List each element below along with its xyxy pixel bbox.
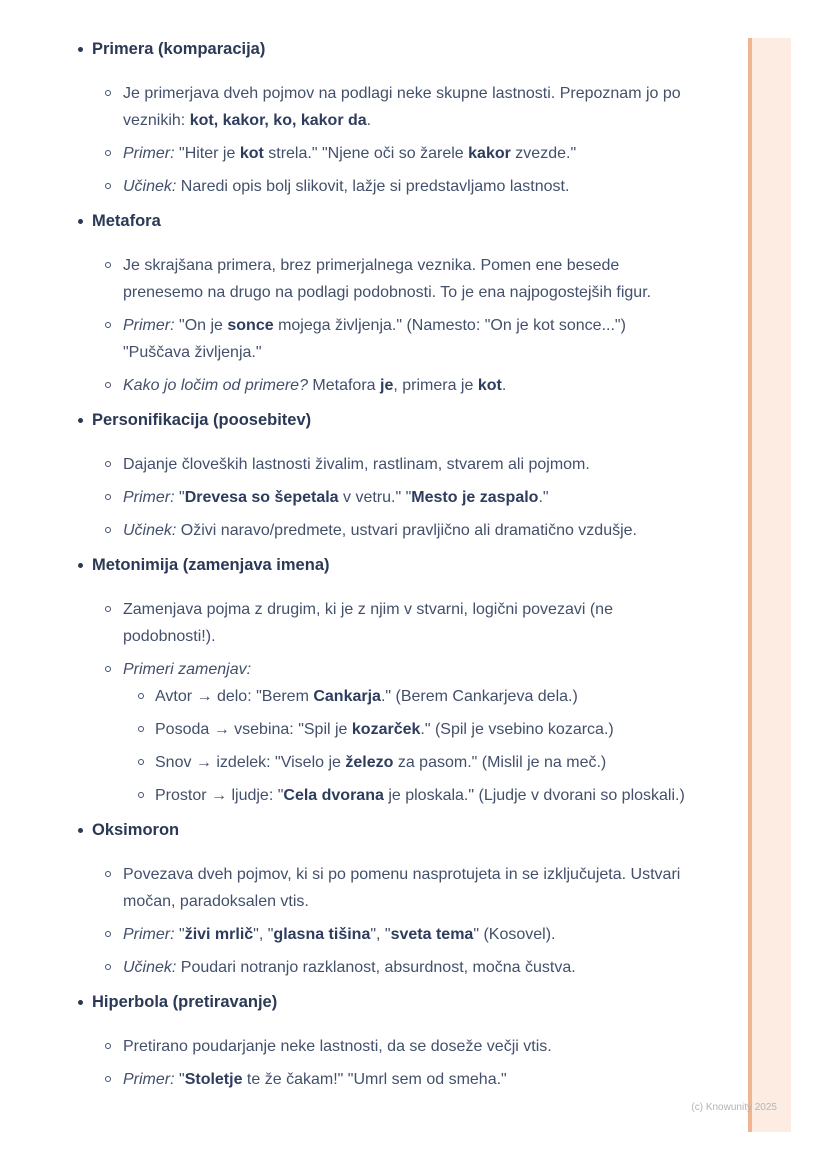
text-run: v vetru." " <box>338 489 412 506</box>
list-item-text <box>123 484 695 511</box>
list-item <box>105 80 738 134</box>
text-run: Oživi naravo/predmete, ustvari pravljično ali dramatično vzdušje. <box>176 522 637 539</box>
text-run: je ploskala." (Ljudje v dvorani so ploskali.) <box>383 787 685 804</box>
list-item-text <box>123 861 695 915</box>
list-item-text <box>155 683 738 710</box>
text-run: železo <box>345 754 394 771</box>
text-run: " <box>174 489 185 506</box>
list-item-text <box>123 1033 695 1060</box>
text-run: "On je <box>174 317 228 334</box>
text-run: Cela dvorana <box>283 787 384 804</box>
section <box>78 989 738 1093</box>
text-run: "Hiter je <box>174 145 240 162</box>
list-item <box>138 683 738 710</box>
text-run: Primer: <box>123 1071 175 1088</box>
circle-bullet-icon <box>105 382 111 388</box>
section-items <box>105 861 738 981</box>
list-item-text <box>123 517 695 544</box>
text-run: zvezde." <box>510 145 577 162</box>
section-heading <box>78 407 738 434</box>
right-accent-stripe <box>748 38 791 1132</box>
sub-list <box>138 683 738 809</box>
list-item <box>105 921 738 948</box>
text-run: strela." "Njene oči so žarele <box>263 145 469 162</box>
list-item <box>138 716 738 743</box>
list-item <box>105 596 738 650</box>
circle-bullet-icon <box>105 1043 111 1049</box>
circle-bullet-icon <box>105 90 111 96</box>
list-item <box>105 861 738 915</box>
text-run: Drevesa so šepetala <box>184 489 339 506</box>
section-heading <box>78 36 738 63</box>
list-item <box>105 1033 738 1060</box>
list-item-text <box>123 372 695 399</box>
text-run: je <box>380 377 394 394</box>
text-run: kot <box>477 377 502 394</box>
bullet-dot-icon <box>78 47 83 52</box>
text-run: Primer: <box>123 926 175 943</box>
section-title: Primera (komparacija) <box>92 40 266 58</box>
circle-bullet-icon <box>138 792 144 798</box>
section-items <box>105 252 738 399</box>
text-run: . <box>366 112 372 129</box>
section-heading <box>78 208 738 235</box>
text-run: Dajanje človeških lastnosti živalim, rastlinam, stvarem ali pojmom. <box>123 456 590 473</box>
list-item-text <box>123 252 695 306</box>
text-run: Mesto je zaspalo <box>411 489 539 506</box>
circle-bullet-icon <box>105 964 111 970</box>
list-item-text <box>123 80 695 134</box>
text-run: Posoda → vsebina: "Spil je <box>155 721 352 738</box>
text-run: ." <box>538 489 549 506</box>
section <box>78 407 738 544</box>
list-item-text <box>155 782 738 809</box>
text-run: Avtor → delo: "Berem <box>155 688 314 705</box>
section-items <box>105 1033 738 1093</box>
text-run: ." (Spil je vsebino kozarca.) <box>420 721 614 738</box>
list-item-text <box>123 451 695 478</box>
list-item <box>105 372 738 399</box>
section-heading <box>78 552 738 579</box>
bullet-dot-icon <box>78 828 83 833</box>
section-title: Oksimoron <box>92 821 180 839</box>
text-run: kot <box>239 145 264 162</box>
circle-bullet-icon <box>105 606 111 612</box>
circle-bullet-icon <box>105 461 111 467</box>
text-run: . <box>501 377 507 394</box>
text-run: ", " <box>253 926 274 943</box>
circle-bullet-icon <box>105 871 111 877</box>
circle-bullet-icon <box>138 693 144 699</box>
section-items <box>105 80 738 200</box>
list-item-text <box>123 656 695 683</box>
list-item <box>105 173 738 200</box>
list-item-text <box>123 1066 695 1093</box>
text-run: kot, kakor, ko, kakor da <box>189 112 367 129</box>
watermark-text: (c) Knowunity 2025 <box>691 1102 777 1113</box>
text-run: Primeri zamenjav: <box>123 661 252 678</box>
list-item <box>105 484 738 511</box>
list-item <box>105 656 738 809</box>
section <box>78 817 738 981</box>
text-run: za pasom." (Mislil je na meč.) <box>393 754 607 771</box>
text-run: kakor <box>468 145 511 162</box>
text-run: Naredi opis bolj slikovit, lažje si predstavljamo lastnost. <box>176 178 570 195</box>
list-item <box>105 140 738 167</box>
circle-bullet-icon <box>105 666 111 672</box>
circle-bullet-icon <box>105 183 111 189</box>
list-item <box>105 1066 738 1093</box>
list-item-text <box>123 140 695 167</box>
text-run: Zamenjava pojma z drugim, ki je z njim v stvarni, logični povezavi (ne podobnosti!). <box>123 601 613 645</box>
section-heading <box>78 817 738 844</box>
list-item-text <box>123 173 695 200</box>
list-item <box>105 312 738 366</box>
circle-bullet-icon <box>138 759 144 765</box>
text-run: živi mrlič <box>184 926 254 943</box>
bullet-dot-icon <box>78 1000 83 1005</box>
text-run: te že čakam!" "Umrl sem od smeha." <box>242 1071 507 1088</box>
circle-bullet-icon <box>105 1076 111 1082</box>
text-run: Prostor → ljudje: " <box>155 787 284 804</box>
list-item <box>105 517 738 544</box>
text-run: Primer: <box>123 317 175 334</box>
text-run: Je primerjava dveh pojmov na podlagi neke skupne lastnosti. Prepoznam jo po veznikih: <box>123 85 681 129</box>
text-run: Stoletje <box>184 1071 243 1088</box>
section <box>78 36 738 200</box>
list-item-text <box>123 312 695 366</box>
text-run: sveta tema <box>390 926 474 943</box>
text-run: Cankarja <box>313 688 381 705</box>
text-run: " <box>174 926 185 943</box>
section <box>78 552 738 809</box>
text-run: Kako jo ločim od primere? <box>123 377 308 394</box>
bullet-dot-icon <box>78 418 83 423</box>
text-run: ", " <box>370 926 391 943</box>
text-run: Primer: <box>123 145 175 162</box>
section-title: Metafora <box>92 212 161 230</box>
text-run: Učinek: <box>123 522 177 539</box>
text-run: Poudari notranjo razklanost, absurdnost, močna čustva. <box>176 959 576 976</box>
text-run: ." (Berem Cankarjeva dela.) <box>380 688 578 705</box>
section <box>78 208 738 399</box>
list-item <box>138 782 738 809</box>
text-run: , primera je <box>393 377 478 394</box>
list-item-text <box>155 749 738 776</box>
text-run: kozarček <box>351 721 421 738</box>
text-run: Primer: <box>123 489 175 506</box>
list-item-text <box>123 921 695 948</box>
notes-content <box>78 36 738 1101</box>
section-items <box>105 451 738 544</box>
section-title: Metonimija (zamenjava imena) <box>92 556 330 574</box>
text-run: " (Kosovel). <box>473 926 556 943</box>
text-run: Učinek: <box>123 178 177 195</box>
text-run: glasna tišina <box>273 926 371 943</box>
text-run: Pretirano poudarjanje neke lastnosti, da se doseže večji vtis. <box>123 1038 552 1055</box>
circle-bullet-icon <box>105 527 111 533</box>
list-item <box>105 252 738 306</box>
bullet-dot-icon <box>78 563 83 568</box>
circle-bullet-icon <box>105 494 111 500</box>
circle-bullet-icon <box>105 931 111 937</box>
text-run: sonce <box>227 317 274 334</box>
section-items <box>105 596 738 809</box>
text-run: mojega življenja." (Namesto: "On je kot sonce...") "Puščava življenja." <box>123 317 626 361</box>
text-run: Je skrajšana primera, brez primerjalnega veznika. Pomen ene besede prenesemo na drugo na podlagi podobnosti. To je ena najpogostejših figur. <box>123 257 652 301</box>
circle-bullet-icon <box>105 262 111 268</box>
section-title: Hiperbola (pretiravanje) <box>92 993 278 1011</box>
section-heading <box>78 989 738 1016</box>
text-run: Snov → izdelek: "Viselo je <box>155 754 346 771</box>
list-item <box>138 749 738 776</box>
circle-bullet-icon <box>138 726 144 732</box>
circle-bullet-icon <box>105 150 111 156</box>
text-run: " <box>174 1071 185 1088</box>
list-item <box>105 451 738 478</box>
list-item <box>105 954 738 981</box>
bullet-dot-icon <box>78 219 83 224</box>
text-run: Učinek: <box>123 959 177 976</box>
content-list <box>78 36 738 1093</box>
list-item-text <box>123 596 695 650</box>
list-item-text <box>123 954 695 981</box>
list-item-text <box>155 716 738 743</box>
text-run: Metafora <box>307 377 380 394</box>
text-run: Povezava dveh pojmov, ki si po pomenu nasprotujeta in se izključujeta. Ustvari močan, paradoksalen vtis. <box>123 866 681 910</box>
section-title: Personifikacija (poosebitev) <box>92 411 312 429</box>
circle-bullet-icon <box>105 322 111 328</box>
